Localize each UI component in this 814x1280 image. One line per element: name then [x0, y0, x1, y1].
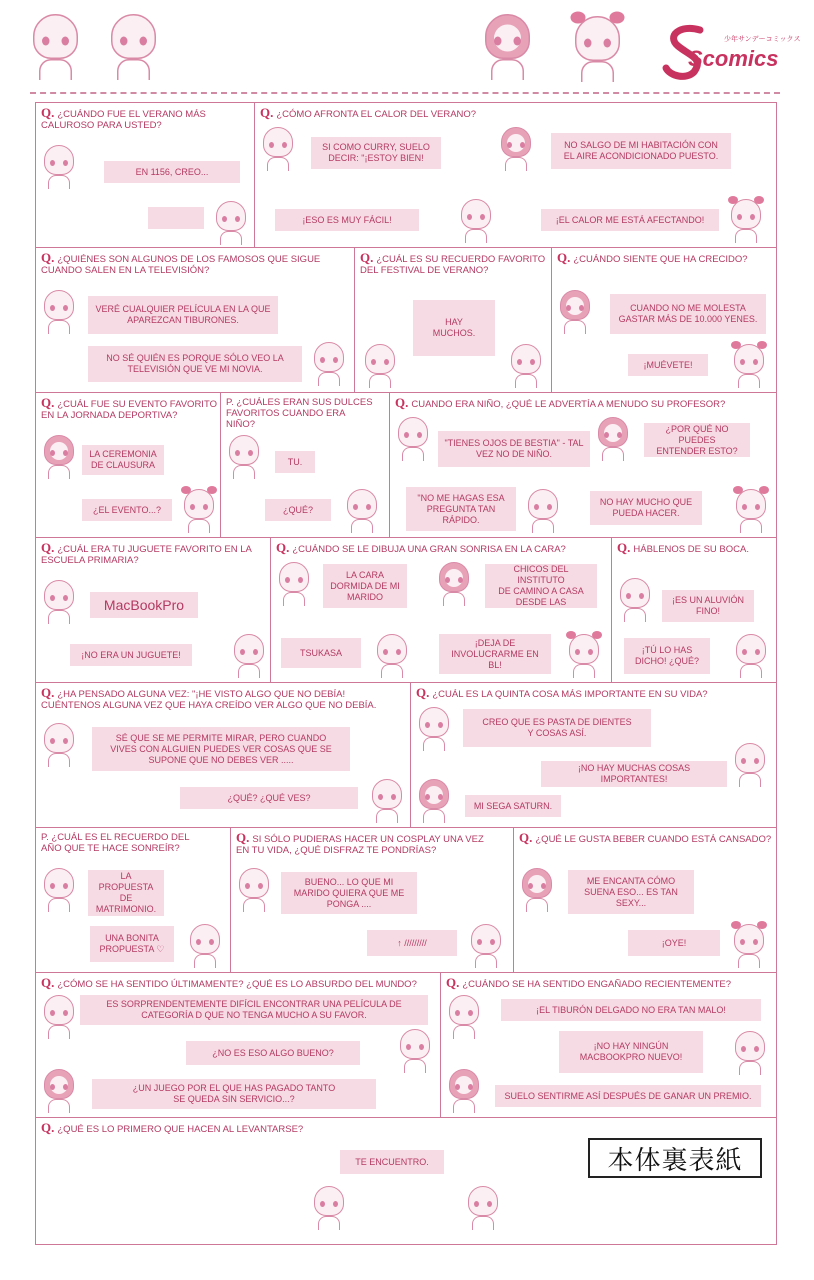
character-face-icon	[558, 290, 592, 336]
character-face-icon	[312, 342, 346, 388]
question-text: Q. ¿CUÁL ERA TU JUGUETE FAVORITO EN LA ESCUELA PRIMARIA?	[41, 540, 252, 566]
speech-bubble: "TIENES OJOS DE BESTIA" - TAL VEZ NO DE NIÑO.	[438, 431, 590, 467]
question-text: Q. ¿CÓMO AFRONTA EL CALOR DEL VERANO?	[260, 105, 477, 120]
character-face-icon	[42, 868, 76, 914]
character-face-icon	[466, 1186, 500, 1232]
question-text: Q. ¿HA PENSADO ALGUNA VEZ: "¡HE VISTO ALGO QUE NO DEBÍA! CUÉNTENOS ALGUNA VEZ QUE HAYA CREÍDO VER ALGO QUE NO DEBÍA.	[41, 685, 377, 711]
character-face-icon	[567, 634, 601, 680]
speech-bubble: ¿EL EVENTO...?	[82, 499, 172, 521]
character-face-icon	[398, 1029, 432, 1075]
character-face-icon	[42, 723, 76, 769]
question-text: P. ¿CUÁL ES EL RECUERDO DEL AÑO QUE TE HACE SONREÍR?	[41, 832, 190, 854]
character-face-icon	[396, 417, 430, 463]
speech-bubble: ¡OYE!	[628, 930, 720, 956]
qa-panel	[440, 972, 777, 1118]
qa-panel	[230, 827, 514, 973]
character-face-icon	[237, 868, 271, 914]
character-face-icon	[732, 344, 766, 390]
character-face-icon	[42, 995, 76, 1041]
character-face-icon	[312, 1186, 346, 1232]
qa-panel	[35, 1117, 777, 1245]
speech-bubble: ¿POR QUÉ NO PUEDES ENTENDER ESTO?	[644, 423, 750, 457]
character-face-icon	[42, 145, 76, 191]
speech-bubble: MacBookPro	[90, 592, 198, 618]
question-text: Q. ¿CUÁL ES LA QUINTA COSA MÁS IMPORTANTE EN SU VIDA?	[416, 685, 708, 700]
speech-bubble: CUANDO NO ME MOLESTA GASTAR MÁS DE 10.000 YENES.	[610, 294, 766, 334]
speech-bubble: ¿NO ES ESO ALGO BUENO?	[186, 1041, 360, 1065]
character-face-icon	[417, 707, 451, 753]
speech-bubble: CREO QUE ES PASTA DE DIENTES Y COSAS ASÍ.	[463, 709, 651, 747]
speech-bubble: ¡MUÉVETE!	[628, 354, 708, 376]
qa-panel	[35, 392, 221, 538]
qa-panel	[254, 102, 777, 248]
character-face-icon	[363, 344, 397, 390]
qa-panel	[270, 537, 612, 683]
character-face-icon	[482, 14, 533, 83]
character-face-icon	[370, 779, 404, 825]
question-text: Q. HÁBLENOS DE SU BOCA.	[617, 540, 749, 555]
character-face-icon	[447, 1069, 481, 1115]
speech-bubble: ¡ESO ES MUY FÁCIL!	[275, 209, 419, 231]
speech-bubble: ¡NO HAY MUCHAS COSAS IMPORTANTES!	[541, 761, 727, 787]
speech-bubble: LA PROPUESTA DE MATRIMONIO.	[88, 870, 164, 916]
character-face-icon	[733, 743, 767, 789]
scomics-logo	[660, 22, 800, 82]
qa-panel	[35, 537, 271, 683]
speech-bubble: ¿QUÉ? ¿QUÉ VES?	[180, 787, 358, 809]
qa-panel	[611, 537, 777, 683]
speech-bubble: EN 1156, CREO...	[104, 161, 240, 183]
character-face-icon	[509, 344, 543, 390]
qa-panel	[410, 682, 777, 828]
speech-bubble: ¿UN JUEGO POR EL QUE HAS PAGADO TANTO SE QUEDA SIN SERVICIO...?	[92, 1079, 376, 1109]
character-face-icon	[214, 201, 248, 247]
character-face-icon	[30, 14, 81, 83]
qa-panel	[551, 247, 777, 393]
speech-bubble: ¡EL CALOR ME ESTÁ AFECTANDO!	[541, 209, 719, 231]
character-face-icon	[232, 634, 266, 680]
character-face-icon	[227, 435, 261, 481]
question-text: Q. ¿QUÉ LE GUSTA BEBER CUANDO ESTÁ CANSADO?	[519, 830, 772, 845]
speech-bubble: ¡EL TIBURÓN DELGADO NO ERA TAN MALO!	[501, 999, 761, 1021]
qa-panel	[354, 247, 552, 393]
qa-panel	[35, 827, 231, 973]
qa-panel	[220, 392, 390, 538]
qa-panel	[389, 392, 777, 538]
speech-bubble: MI SEGA SATURN.	[465, 795, 561, 817]
character-face-icon	[732, 924, 766, 970]
back-cover-stamp: 本体裏表紙	[588, 1138, 762, 1178]
character-face-icon	[469, 924, 503, 970]
qa-panel	[35, 682, 411, 828]
speech-bubble: LA CEREMONIA DE CLAUSURA	[82, 445, 164, 475]
question-text: Q. ¿CUÁNDO SIENTE QUE HA CRECIDO?	[557, 250, 748, 265]
speech-bubble: TE ENCUENTRO.	[340, 1150, 444, 1174]
question-text: P. ¿CUÁLES ERAN SUS DULCES FAVORITOS CUANDO ERA NIÑO?	[226, 397, 373, 430]
speech-bubble: ¡ES UN ALUVIÓN FINO!	[662, 590, 754, 622]
character-face-icon	[729, 199, 763, 245]
speech-bubble: SUELO SENTIRME ASÍ DESPUÉS DE GANAR UN PREMIO.	[495, 1085, 761, 1107]
character-face-icon	[499, 127, 533, 173]
character-face-icon	[108, 14, 159, 83]
character-face-icon	[596, 417, 630, 463]
qa-panel	[513, 827, 777, 973]
question-text: Q. ¿CUÁL FUE SU EVENTO FAVORITO EN LA JORNADA DEPORTIVA?	[41, 395, 217, 421]
character-face-icon	[734, 489, 768, 535]
speech-bubble: SI COMO CURRY, SUELO DECIR: "¡ESTOY BIEN!	[311, 137, 441, 169]
logo-subtitle: 少年サンデーコミックス	[724, 36, 801, 43]
character-face-icon	[618, 578, 652, 624]
character-face-icon	[42, 435, 76, 481]
character-face-icon	[345, 489, 379, 535]
character-face-icon	[375, 634, 409, 680]
character-face-icon	[277, 562, 311, 608]
speech-bubble: ↑ /////////	[367, 930, 457, 956]
character-face-icon	[459, 199, 493, 245]
speech-bubble: CHICOS DEL INSTITUTO DE CAMINO A CASA DESDE LAS	[485, 564, 597, 608]
character-face-icon	[417, 779, 451, 825]
question-text: Q. ¿CUÁNDO SE LE DIBUJA UNA GRAN SONRISA EN LA CARA?	[276, 540, 566, 555]
speech-bubble: UNA BONITA PROPUESTA ♡	[90, 926, 174, 962]
question-text: Q. ¿QUIÉNES SON ALGUNOS DE LOS FAMOSOS QUE SIGUE CUANDO SALEN EN LA TELEVISIÓN?	[41, 250, 321, 276]
speech-bubble: "NO ME HAGAS ESA PREGUNTA TAN RÁPIDO.	[406, 487, 516, 531]
speech-bubble	[148, 207, 204, 229]
question-text: Q. ¿CUÁNDO SE HA SENTIDO ENGAÑADO RECIENTEMENTE?	[446, 975, 732, 990]
qa-panel	[35, 247, 355, 393]
question-text: Q. ¿QUÉ ES LO PRIMERO QUE HACEN AL LEVANTARSE?	[41, 1120, 304, 1135]
speech-bubble: ES SORPRENDENTEMENTE DIFÍCIL ENCONTRAR UNA PELÍCULA DE CATEGORÍA D QUE NO TENGA MUCHO A SU FAVOR.	[80, 995, 428, 1025]
speech-bubble: ¿QUÉ?	[265, 499, 331, 521]
logo-text: Scomics	[688, 46, 779, 71]
character-face-icon	[42, 580, 76, 626]
character-face-icon	[42, 290, 76, 336]
character-face-icon	[733, 1031, 767, 1077]
speech-bubble: TU.	[275, 451, 315, 473]
character-face-icon	[526, 489, 560, 535]
speech-bubble: NO HAY MUCHO QUE PUEDA HACER.	[590, 491, 702, 525]
question-text: Q. ¿CÓMO SE HA SENTIDO ÚLTIMAMENTE? ¿QUÉ ES LO ABSURDO DEL MUNDO?	[41, 975, 417, 990]
qa-panel	[35, 102, 255, 248]
character-face-icon	[188, 924, 222, 970]
character-face-icon	[42, 1069, 76, 1115]
speech-bubble: ¡NO HAY NINGÚN MACBOOKPRO NUEVO!	[559, 1031, 703, 1073]
speech-bubble: BUENO... LO QUE MI MARIDO QUIERA QUE ME PONGA ....	[281, 872, 417, 914]
speech-bubble: LA CARA DORMIDA DE MI MARIDO	[323, 564, 407, 608]
speech-bubble: VERÉ CUALQUIER PELÍCULA EN LA QUE APAREZCAN TIBURONES.	[88, 296, 278, 334]
speech-bubble: SÉ QUE SE ME PERMITE MIRAR, PERO CUANDO VIVES CON ALGUIEN PUEDES VER COSAS QUE SE SUPONE QUE NO DEBES VER .....	[92, 727, 350, 771]
speech-bubble: TSUKASA	[281, 638, 361, 668]
speech-bubble: ¡NO ERA UN JUGUETE!	[70, 644, 192, 666]
character-face-icon	[572, 16, 623, 85]
question-text: Q. ¿CUÁNDO FUE EL VERANO MÁS CALUROSO PARA USTED?	[41, 105, 206, 131]
question-text: Q. CUANDO ERA NIÑO, ¿QUÉ LE ADVERTÍA A MENUDO SU PROFESOR?	[395, 395, 726, 410]
character-face-icon	[447, 995, 481, 1041]
character-face-icon	[520, 868, 554, 914]
question-text: Q. SI SÓLO PUDIERAS HACER UN COSPLAY UNA VEZ EN TU VIDA, ¿QUÉ DISFRAZ TE PONDRÍAS?	[236, 830, 484, 856]
speech-bubble: NO SÉ QUIÉN ES PORQUE SÓLO VEO LA TELEVISIÓN QUE VE MI NOVIA.	[88, 346, 302, 382]
speech-bubble: ME ENCANTA CÓMO SUENA ESO... ES TAN SEXY...	[568, 870, 694, 914]
speech-bubble: ¡DEJA DE INVOLUCRARME EN BL!	[439, 634, 551, 674]
character-face-icon	[437, 562, 471, 608]
question-text: Q. ¿CUÁL ES SU RECUERDO FAVORITO DEL FESTIVAL DE VERANO?	[360, 250, 546, 276]
speech-bubble: ¡TÚ LO HAS DICHO! ¿QUÉ?	[624, 638, 710, 674]
qa-panel	[35, 972, 441, 1118]
speech-bubble: NO SALGO DE MI HABITACIÓN CON EL AIRE ACONDICIONADO PUESTO.	[551, 133, 731, 169]
speech-bubble: HAY MUCHOS.	[413, 300, 495, 356]
character-face-icon	[182, 489, 216, 535]
character-face-icon	[261, 127, 295, 173]
character-face-icon	[734, 634, 768, 680]
header-divider	[30, 92, 780, 94]
